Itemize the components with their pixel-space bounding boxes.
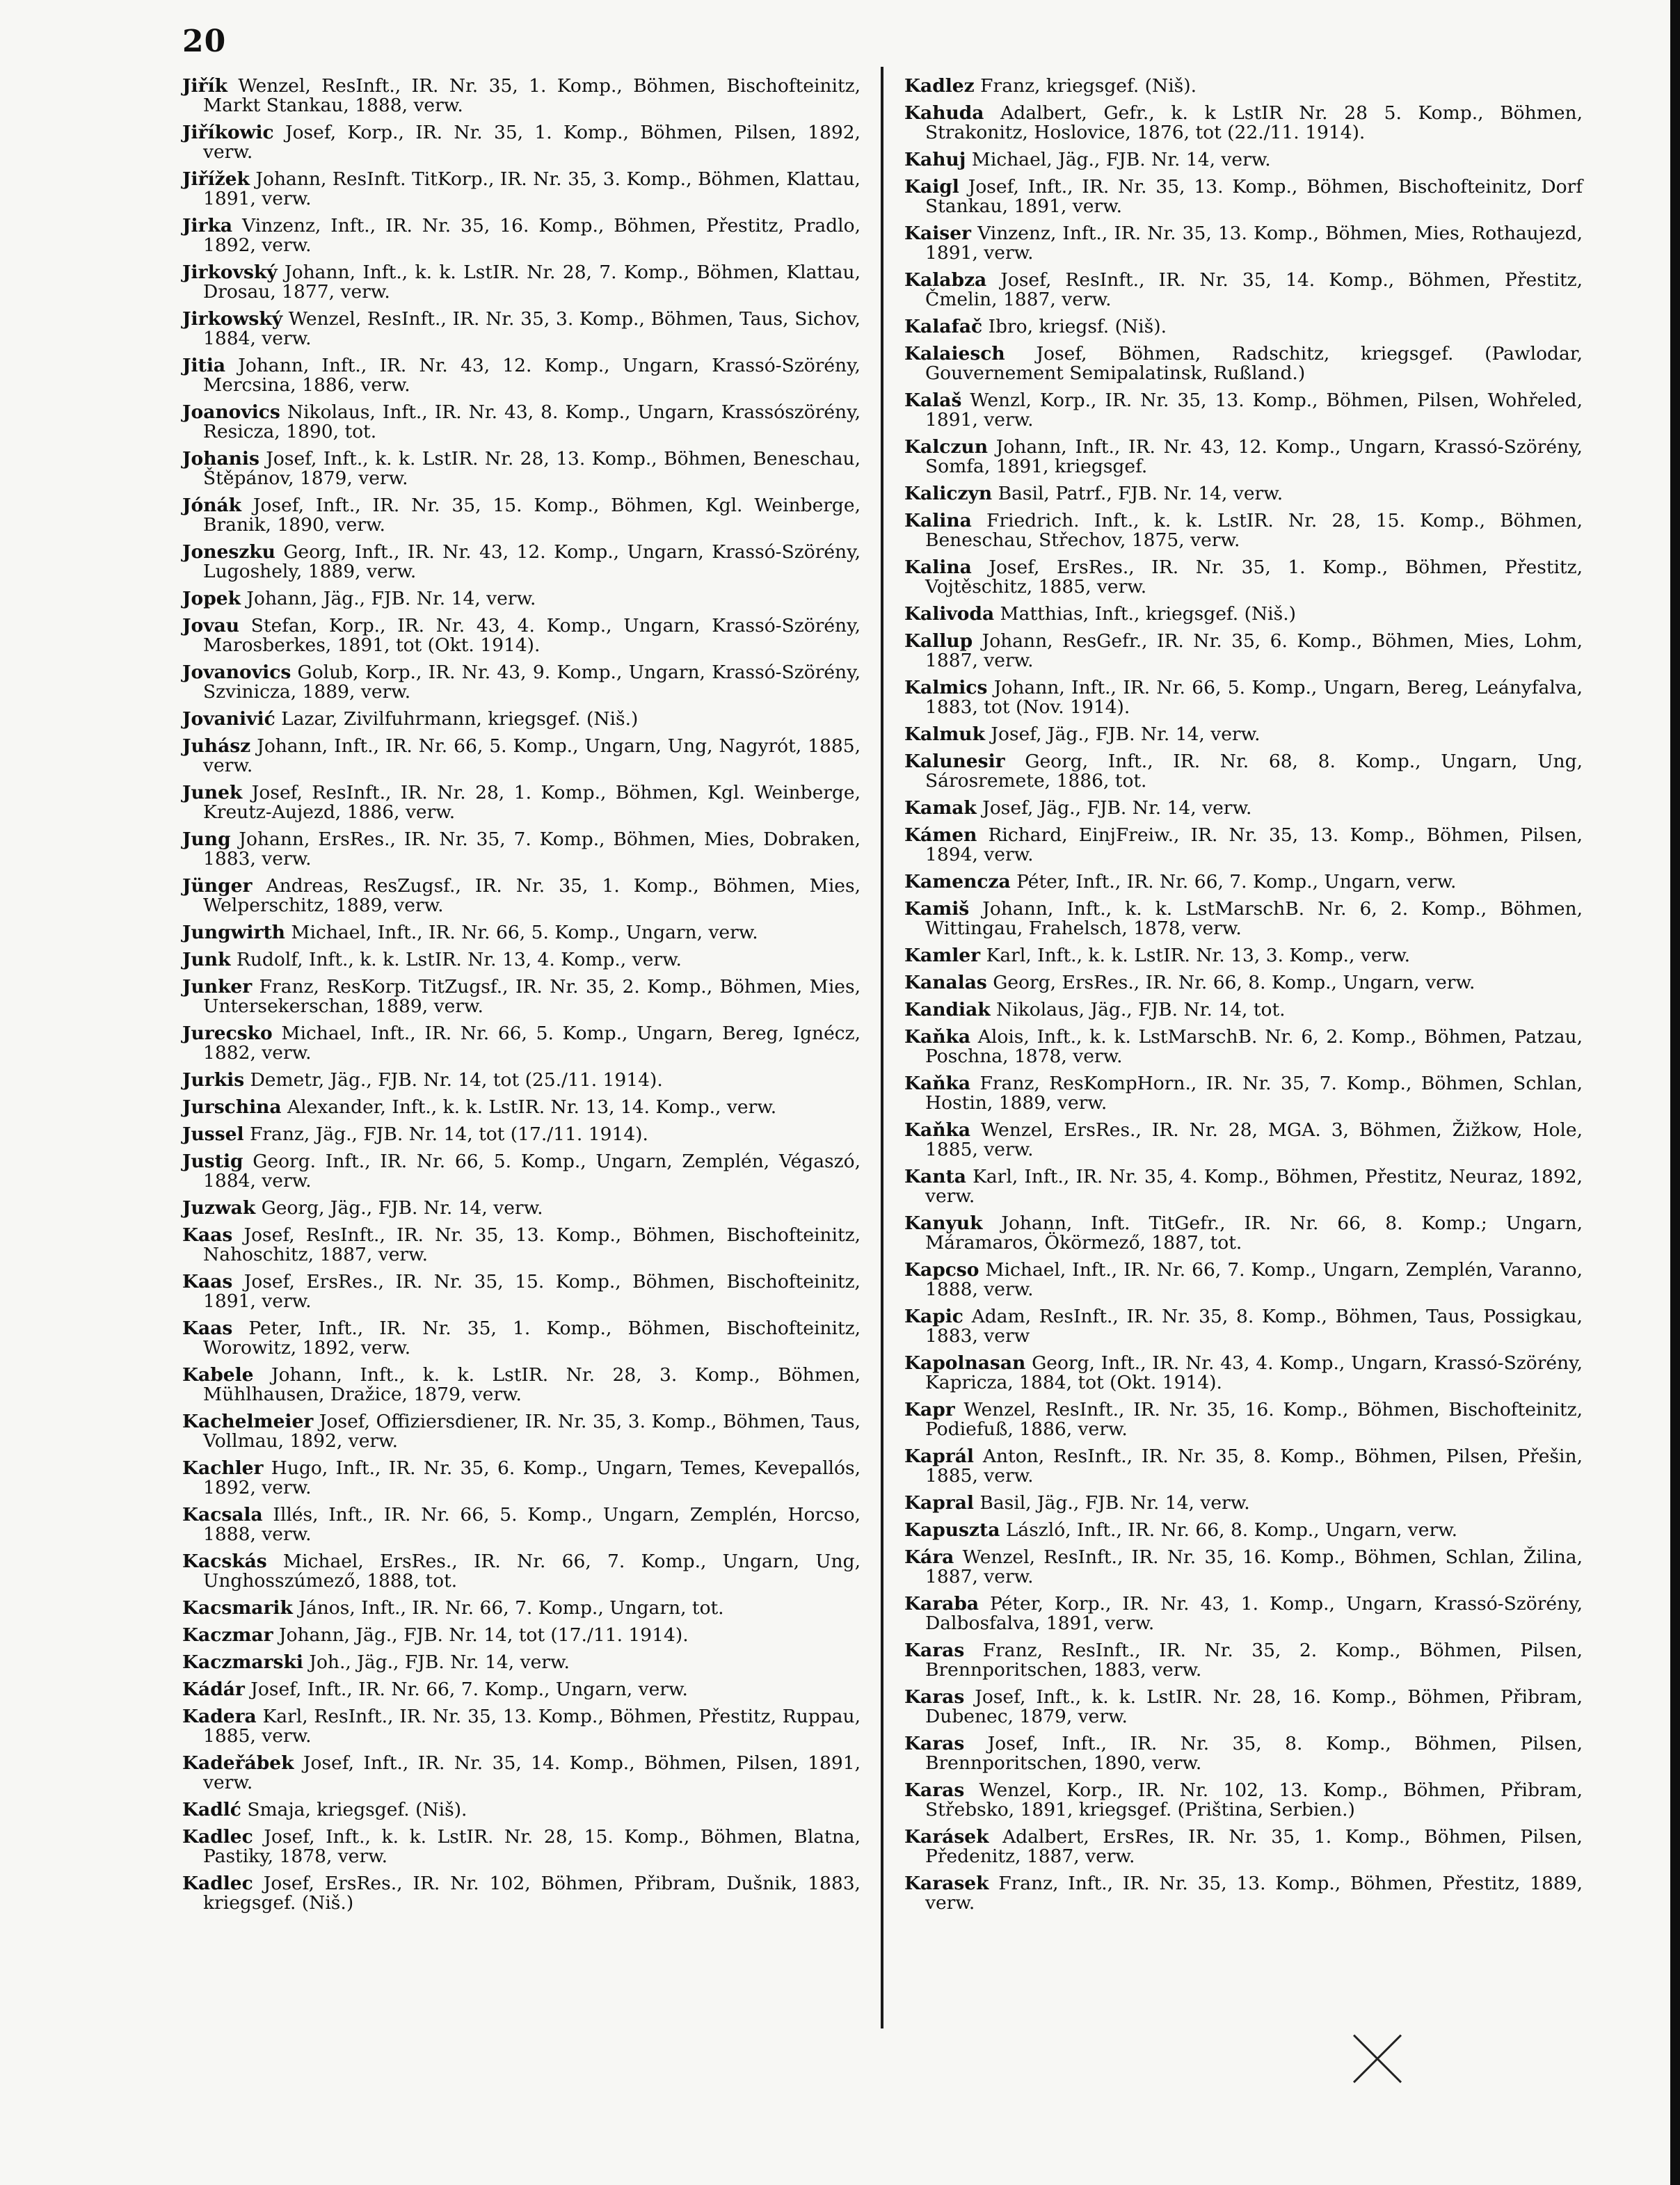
list-entry xyxy=(904,104,1583,143)
entry-details: Johann, Jäg., FJB. Nr. 14, verw. xyxy=(240,588,536,609)
list-entry xyxy=(904,1000,1583,1020)
list-entry xyxy=(182,356,861,395)
entry-details: Georg. Inft., IR. Nr. 66, 5. Komp., Ungarn, Zemplén, Végaszó, 1884, verw. xyxy=(203,1151,861,1192)
list-entry xyxy=(182,950,861,970)
list-entry xyxy=(904,1827,1583,1866)
entry-surname: Kaliczyn xyxy=(904,483,993,504)
entry-details: Georg, Inft., IR. Nr. 43, 12. Komp., Ungarn, Krassó-Szörény, Lugoshely, 1889, verw. xyxy=(203,541,861,582)
entry-surname: Joneszku xyxy=(182,541,275,563)
entry-details: Franz, kriegsgef. (Niš). xyxy=(974,75,1197,97)
entry-details: Johann, ResGefr., IR. Nr. 35, 6. Komp., Böhmen, Mies, Lohm, 1887, verw. xyxy=(925,630,1583,671)
entry-details: Péter, Inft., IR. Nr. 66, 7. Komp., Ungarn, verw. xyxy=(1010,871,1457,893)
list-entry xyxy=(182,663,861,702)
entry-details: Wenzel, ResInft., IR. Nr. 35, 1. Komp., Böhmen, Bischofteinitz, Markt Stankau, 1888, verw. xyxy=(203,75,861,116)
entry-surname: Kalina xyxy=(904,510,972,531)
entry-details: Josef, ErsRes., IR. Nr. 35, 15. Komp., Böhmen, Bischofteinitz, 1891, verw. xyxy=(203,1271,861,1312)
list-entry xyxy=(904,438,1583,477)
list-entry xyxy=(904,1167,1583,1206)
entry-surname: Kapuszta xyxy=(904,1519,1000,1541)
entry-surname: Kalivoda xyxy=(904,603,995,625)
list-entry xyxy=(182,496,861,535)
list-entry xyxy=(904,1688,1583,1727)
entry-details: Johann, Inft., k. k. LstMarschB. Nr. 6, 2. Komp., Böhmen, Wittingau, Frahelsch, 1878, verw. xyxy=(925,898,1583,939)
entry-details: Wenzel, ResInft., IR. Nr. 35, 16. Komp., Böhmen, Bischofteinitz, Podiefuß, 1886, verw. xyxy=(925,1399,1583,1440)
entry-surname: Kaňka xyxy=(904,1026,971,1048)
list-entry xyxy=(904,1354,1583,1393)
entry-surname: Junek xyxy=(182,782,243,803)
list-entry xyxy=(904,271,1583,310)
entry-details: Andreas, ResZugsf., IR. Nr. 35, 1. Komp., Böhmen, Mies, Welperschitz, 1889, verw. xyxy=(203,875,861,916)
entry-surname: Juzwak xyxy=(182,1197,256,1219)
entry-details: Hugo, Inft., IR. Nr. 35, 6. Komp., Ungarn, Temes, Kevepallós, 1892, verw. xyxy=(203,1457,861,1498)
entry-details: Vinzenz, Inft., IR. Nr. 35, 16. Komp., Böhmen, Přestitz, Pradlo, 1892, verw. xyxy=(203,215,861,256)
list-entry xyxy=(182,1707,861,1746)
entry-surname: Kaczmar xyxy=(182,1624,273,1646)
entry-details: Wenzl, Korp., IR. Nr. 35, 13. Komp., Böhmen, Pilsen, Wohřeled, 1891, verw. xyxy=(925,390,1583,431)
list-entry xyxy=(904,511,1583,550)
list-entry xyxy=(182,710,861,729)
entry-details: Basil, Jäg., FJB. Nr. 14, verw. xyxy=(973,1492,1250,1514)
list-entry xyxy=(182,170,861,209)
list-entry xyxy=(904,177,1583,216)
entry-details: Josef, Inft., IR. Nr. 66, 7. Komp., Ungarn, verw. xyxy=(244,1679,688,1700)
entry-surname: Jovanivić xyxy=(182,708,275,730)
entry-details: Josef, Inft., k. k. LstIR. Nr. 28, 13. Komp., Böhmen, Beneschau, Štěpánov, 1879, verw. xyxy=(203,448,861,489)
entry-details: László, Inft., IR. Nr. 66, 8. Komp., Ungarn, verw. xyxy=(1000,1519,1458,1541)
entry-details: Josef, Inft., IR. Nr. 35, 13. Komp., Böhmen, Bischofteinitz, Dorf Stankau, 1891, verw. xyxy=(925,176,1583,217)
entry-details: Josef, Offiziersdiener, IR. Nr. 35, 3. Komp., Böhmen, Taus, Vollmau, 1892, verw. xyxy=(203,1411,861,1452)
entry-surname: Kalaiesch xyxy=(904,343,1005,365)
left-column xyxy=(182,77,861,1921)
entry-details: Matthias, Inft., kriegsgef. (Niš.) xyxy=(994,603,1296,625)
column-divider xyxy=(881,67,883,2028)
list-entry xyxy=(182,1505,861,1544)
entry-details: Karl, ResInft., IR. Nr. 35, 13. Komp., Böhmen, Přestitz, Ruppau, 1885, verw. xyxy=(203,1706,861,1747)
entry-details: Smaja, kriegsgef. (Niš). xyxy=(241,1799,467,1820)
entry-details: Michael, Jäg., FJB. Nr. 14, verw. xyxy=(966,149,1271,170)
entry-surname: Kahuda xyxy=(904,102,984,124)
list-entry xyxy=(182,830,861,869)
list-entry xyxy=(904,1307,1583,1346)
entry-surname: Jünger xyxy=(182,875,253,897)
list-entry xyxy=(904,1494,1583,1513)
list-entry xyxy=(182,1152,861,1191)
entry-details: Alois, Inft., k. k. LstMarschB. Nr. 6, 2. Komp., Böhmen, Patzau, Poschna, 1878, verw. xyxy=(925,1026,1583,1067)
page-number: 20 xyxy=(182,24,227,59)
list-entry xyxy=(904,317,1583,337)
entry-details: Johann, Inft., IR. Nr. 66, 5. Komp., Ungarn, Ung, Nagyrót, 1885, verw. xyxy=(203,735,861,776)
entry-details: Georg, Inft., IR. Nr. 43, 4. Komp., Ungarn, Krassó-Szörény, Kapricza, 1884, tot (Okt. 1914). xyxy=(925,1352,1583,1393)
entry-details: Josef, Jäg., FJB. Nr. 14, verw. xyxy=(976,797,1252,819)
entry-details: Josef, Inft., k. k. LstIR. Nr. 28, 15. Komp., Böhmen, Blatna, Pastiky, 1878, verw. xyxy=(203,1826,861,1867)
entry-details: Josef, Inft., IR. Nr. 35, 15. Komp., Böhmen, Kgl. Weinberge, Branik, 1890, verw. xyxy=(203,495,861,536)
entry-details: Johann, Inft. TitGefr., IR. Nr. 66, 8. Komp.; Ungarn, Máramaros, Ökörmező, 1887, tot. xyxy=(925,1212,1583,1254)
entry-details: Michael, ErsRes., IR. Nr. 66, 7. Komp., Ungarn, Ung, Unghosszúmező, 1888, tot. xyxy=(203,1551,861,1592)
entry-details: Josef, Inft., IR. Nr. 35, 8. Komp., Böhmen, Pilsen, Brennporitschen, 1890, verw. xyxy=(925,1733,1583,1774)
list-entry xyxy=(904,1447,1583,1486)
entry-details: Josef, Inft., k. k. LstIR. Nr. 28, 16. Komp., Böhmen, Přibram, Dubenec, 1879, verw. xyxy=(925,1686,1583,1727)
entry-surname: Junker xyxy=(182,976,253,998)
entry-surname: Jiříkowic xyxy=(182,122,274,143)
list-entry xyxy=(182,1552,861,1591)
entry-details: Karl, Inft., IR. Nr. 35, 4. Komp., Böhmen, Přestitz, Neuraz, 1892, verw. xyxy=(925,1166,1583,1207)
entry-details: Wenzel, ErsRes., IR. Nr. 28, MGA. 3, Böhmen, Žižkow, Hole, 1885, verw. xyxy=(925,1119,1583,1160)
entry-details: Franz, ResKorp. TitZugsf., IR. Nr. 35, 2. Komp., Böhmen, Mies, Untersekerschan, 1889, verw. xyxy=(203,976,861,1017)
entry-details: Josef, Jäg., FJB. Nr. 14, verw. xyxy=(984,723,1261,745)
entry-surname: Kamak xyxy=(904,797,977,819)
entry-details: Georg, Inft., IR. Nr. 68, 8. Komp., Ungarn, Ung, Sárosremete, 1886, tot. xyxy=(925,751,1583,792)
entry-surname: Joanovics xyxy=(182,401,280,423)
list-entry xyxy=(904,826,1583,865)
list-entry xyxy=(182,1366,861,1404)
entry-details: Josef, ResInft., IR. Nr. 35, 13. Komp., Böhmen, Bischofteinitz, Nahoschitz, 1887, verw. xyxy=(203,1224,861,1265)
entry-surname: Jurkis xyxy=(182,1069,245,1091)
entry-surname: Kalmics xyxy=(904,677,988,698)
entry-details: Adalbert, ErsRes, IR. Nr. 35, 1. Komp., Böhmen, Pilsen, Předenitz, 1887, verw. xyxy=(925,1826,1583,1867)
entry-details: Wenzel, ResInft., IR. Nr. 35, 16. Komp., Böhmen, Schlan, Žilina, 1887, verw. xyxy=(925,1546,1583,1587)
entry-surname: Kahuj xyxy=(904,149,966,170)
entry-details: Josef, Inft., IR. Nr. 35, 14. Komp., Böhmen, Pilsen, 1891, verw. xyxy=(203,1752,861,1793)
entry-surname: Kamencza xyxy=(904,871,1011,893)
list-entry xyxy=(904,1121,1583,1160)
right-column xyxy=(904,77,1583,1921)
entry-details: Vinzenz, Inft., IR. Nr. 35, 13. Komp., Böhmen, Mies, Rothaujezd, 1891, verw. xyxy=(925,223,1583,264)
list-entry xyxy=(182,1800,861,1820)
entry-surname: Jónák xyxy=(182,495,242,516)
entry-surname: Kamler xyxy=(904,945,981,966)
list-entry xyxy=(182,1071,861,1090)
entry-details: Johann, ErsRes., IR. Nr. 35, 7. Komp., Böhmen, Mies, Dobraken, 1883, verw. xyxy=(203,829,861,870)
list-entry xyxy=(182,1226,861,1265)
list-entry xyxy=(904,725,1583,744)
entry-details: Johann, Inft., IR. Nr. 66, 5. Komp., Ungarn, Bereg, Leányfalva, 1883, tot (Nov. 1914). xyxy=(925,677,1583,718)
list-entry xyxy=(904,1734,1583,1773)
entry-details: Adam, ResInft., IR. Nr. 35, 8. Komp., Böhmen, Taus, Possigkau, 1883, verw xyxy=(925,1306,1583,1347)
list-entry xyxy=(904,752,1583,791)
list-entry xyxy=(182,543,861,582)
entry-surname: Kádár xyxy=(182,1679,245,1700)
list-entry xyxy=(904,224,1583,263)
entry-surname: Kaňka xyxy=(904,1073,971,1094)
entry-surname: Jung xyxy=(182,829,231,850)
entry-surname: Jitia xyxy=(182,355,226,376)
entry-surname: Kacsmarik xyxy=(182,1597,293,1619)
entry-details: Friedrich. Inft., k. k. LstIR. Nr. 28, 15. Komp., Böhmen, Beneschau, Střechov, 1875, verw. xyxy=(925,510,1583,551)
entry-details: Josef, Böhmen, Radschitz, kriegsgef. (Pawlodar, Gouvernement Semipalatinsk, Rußland.) xyxy=(925,343,1583,384)
list-entry xyxy=(182,216,861,255)
entry-surname: Kadlec xyxy=(182,1826,253,1848)
entry-surname: Jungwirth xyxy=(182,922,285,943)
list-entry xyxy=(182,1680,861,1699)
entry-surname: Jussel xyxy=(182,1123,244,1145)
list-entry xyxy=(904,391,1583,430)
entry-surname: Kacskás xyxy=(182,1551,267,1572)
list-entry xyxy=(182,310,861,349)
entry-surname: Jiřík xyxy=(182,75,227,97)
entry-surname: Kapral xyxy=(904,1492,974,1514)
list-entry xyxy=(182,123,861,162)
list-entry xyxy=(904,899,1583,938)
entry-surname: Jirkowský xyxy=(182,308,283,330)
entry-surname: Kanta xyxy=(904,1166,966,1187)
entry-details: Lazar, Zivilfuhrmann, kriegsgef. (Niš.) xyxy=(275,708,639,730)
entry-surname: Kaňka xyxy=(904,1119,971,1141)
entry-surname: Kadeřábek xyxy=(182,1752,294,1774)
entry-surname: Jirkovský xyxy=(182,262,278,283)
entry-surname: Kámen xyxy=(904,824,977,846)
entry-surname: Karas xyxy=(904,1640,965,1661)
entry-surname: Kadlec xyxy=(182,1873,253,1894)
entry-surname: Karaba xyxy=(904,1593,979,1615)
entry-surname: Junk xyxy=(182,949,231,970)
entry-details: Richard, EinjFreiw., IR. Nr. 35, 13. Komp., Böhmen, Pilsen, 1894, verw. xyxy=(925,824,1583,865)
list-entry xyxy=(182,1272,861,1311)
entry-surname: Jovau xyxy=(182,615,240,637)
entry-surname: Kapr xyxy=(904,1399,955,1420)
list-entry xyxy=(182,1653,861,1672)
entry-details: Josef, ResInft., IR. Nr. 28, 1. Komp., Böhmen, Kgl. Weinberge, Kreutz-Aujezd, 1886, verw. xyxy=(203,782,861,823)
list-entry xyxy=(182,1098,861,1117)
entry-surname: Kacsala xyxy=(182,1504,263,1526)
list-entry xyxy=(182,589,861,609)
entry-details: Alexander, Inft., k. k. LstIR. Nr. 13, 14. Komp., verw. xyxy=(281,1096,777,1118)
list-entry xyxy=(904,678,1583,717)
entry-details: Johann, Inft., IR. Nr. 43, 12. Komp., Ungarn, Krassó-Szörény, Mercsina, 1886, verw. xyxy=(203,355,861,396)
list-entry xyxy=(904,1074,1583,1113)
entry-details: Basil, Patrf., FJB. Nr. 14, verw. xyxy=(992,483,1283,504)
list-entry xyxy=(904,77,1583,96)
entry-details: Karl, Inft., k. k. LstIR. Nr. 13, 3. Komp., verw. xyxy=(980,945,1411,966)
entry-details: Adalbert, Gefr., k. k LstIR Nr. 28 5. Komp., Böhmen, Strakonitz, Hoslovice, 1876, tot (22./11. 1914). xyxy=(925,102,1583,143)
entry-details: Golub, Korp., IR. Nr. 43, 9. Komp., Ungarn, Krassó-Szörény, Szvinicza, 1889, verw. xyxy=(203,662,861,703)
entry-surname: Johanis xyxy=(182,448,259,470)
list-entry xyxy=(182,263,861,302)
list-entry xyxy=(182,1125,861,1144)
entry-details: Rudolf, Inft., k. k. LstIR. Nr. 13, 4. Komp., verw. xyxy=(230,949,682,970)
entry-details: Josef, ErsRes., IR. Nr. 102, Böhmen, Přibram, Dušnik, 1883, kriegsgef. (Niš.) xyxy=(203,1873,861,1914)
list-entry xyxy=(904,1781,1583,1820)
entry-surname: Kachelmeier xyxy=(182,1411,314,1432)
entry-surname: Kabele xyxy=(182,1364,254,1386)
entry-details: Nikolaus, Jäg., FJB. Nr. 14, tot. xyxy=(990,999,1286,1021)
entry-details: Franz, Jäg., FJB. Nr. 14, tot (17./11. 1914). xyxy=(243,1123,648,1145)
entry-surname: Kachler xyxy=(182,1457,264,1479)
entry-details: Josef, ErsRes., IR. Nr. 35, 1. Komp., Böhmen, Přestitz, Vojtěschitz, 1885, verw. xyxy=(925,557,1583,598)
list-entry xyxy=(904,872,1583,892)
list-entry xyxy=(182,616,861,655)
entry-details: Stefan, Korp., IR. Nr. 43, 4. Komp., Ungarn, Krassó-Szörény, Marosberkes, 1891, tot (Okt. 1914). xyxy=(203,615,861,656)
list-entry xyxy=(182,737,861,776)
entry-surname: Kapic xyxy=(904,1306,963,1327)
entry-details: Josef, Korp., IR. Nr. 35, 1. Komp., Böhmen, Pilsen, 1892, verw. xyxy=(203,122,861,163)
list-entry xyxy=(904,1027,1583,1066)
entry-details: Illés, Inft., IR. Nr. 66, 5. Komp., Ungarn, Zemplén, Horcso, 1888, verw. xyxy=(203,1504,861,1545)
list-entry xyxy=(182,1599,861,1618)
entry-surname: Karas xyxy=(904,1686,965,1708)
list-entry xyxy=(904,973,1583,993)
entry-details: Joh., Jäg., FJB. Nr. 14, verw. xyxy=(303,1651,570,1673)
entry-surname: Kalaš xyxy=(904,390,962,411)
entry-surname: Kanalas xyxy=(904,972,987,993)
entry-details: Nikolaus, Inft., IR. Nr. 43, 8. Komp., Ungarn, Krassószörény, Resicza, 1890, tot. xyxy=(203,401,861,442)
list-entry xyxy=(182,877,861,915)
entry-details: Johann, Inft., k. k. LstIR. Nr. 28, 3. Komp., Böhmen, Mühlhausen, Dražice, 1879, verw. xyxy=(203,1364,861,1405)
list-entry xyxy=(904,1400,1583,1439)
entry-details: Franz, Inft., IR. Nr. 35, 13. Komp., Böhmen, Přestitz, 1889, verw. xyxy=(925,1873,1583,1914)
entry-details: Georg, Jäg., FJB. Nr. 14, verw. xyxy=(255,1197,543,1219)
entry-surname: Karas xyxy=(904,1733,965,1754)
entry-details: Ibro, kriegsf. (Niš). xyxy=(982,316,1167,337)
entry-surname: Kadera xyxy=(182,1706,257,1727)
entry-details: Peter, Inft., IR. Nr. 35, 1. Komp., Böhmen, Bischofteinitz, Worowitz, 1892, verw. xyxy=(203,1318,861,1359)
entry-surname: Kanyuk xyxy=(904,1212,983,1234)
entry-surname: Kalina xyxy=(904,557,972,578)
list-entry xyxy=(904,1594,1583,1633)
entry-details: Wenzel, Korp., IR. Nr. 102, 13. Komp., Böhmen, Přibram, Střebsko, 1891, kriegsgef. (Priština, Serbien.) xyxy=(925,1779,1583,1820)
entry-surname: Kaas xyxy=(182,1224,233,1246)
list-entry xyxy=(904,1214,1583,1253)
list-entry xyxy=(182,1754,861,1793)
list-entry xyxy=(904,558,1583,597)
entry-surname: Kaigl xyxy=(904,176,959,198)
list-entry xyxy=(182,1412,861,1451)
entry-details: Johann, Inft., k. k. LstIR. Nr. 28, 7. Komp., Böhmen, Klattau, Drosau, 1877, verw. xyxy=(203,262,861,303)
entry-surname: Karasek xyxy=(904,1873,989,1894)
list-entry xyxy=(904,1260,1583,1299)
list-entry xyxy=(182,1874,861,1913)
list-entry xyxy=(182,403,861,442)
entry-surname: Kalmuk xyxy=(904,723,985,745)
entry-surname: Kára xyxy=(904,1546,954,1568)
list-entry xyxy=(182,1319,861,1358)
list-entry xyxy=(904,1521,1583,1540)
entry-details: Josef, ResInft., IR. Nr. 35, 14. Komp., Böhmen, Přestitz, Čmelin, 1887, verw. xyxy=(925,269,1583,310)
list-entry xyxy=(182,977,861,1016)
list-entry xyxy=(182,1459,861,1498)
entry-details: Wenzel, ResInft., IR. Nr. 35, 3. Komp., Böhmen, Taus, Sichov, 1884, verw. xyxy=(203,308,861,349)
list-entry xyxy=(904,1548,1583,1587)
list-entry xyxy=(182,449,861,488)
entry-details: Michael, Inft., IR. Nr. 66, 5. Komp., Ungarn, verw. xyxy=(285,922,758,943)
list-entry xyxy=(904,150,1583,170)
list-entry xyxy=(182,1827,861,1866)
entry-surname: Jiřížek xyxy=(182,168,250,190)
entry-surname: Kamiš xyxy=(904,898,970,920)
entry-surname: Kapcso xyxy=(904,1259,979,1281)
entry-surname: Karas xyxy=(904,1779,965,1801)
entry-details: Georg, ErsRes., IR. Nr. 66, 8. Komp., Ungarn, verw. xyxy=(986,972,1475,993)
entry-surname: Kaas xyxy=(182,1271,233,1292)
entry-surname: Kaczmarski xyxy=(182,1651,303,1673)
entry-details: Johann, Jäg., FJB. Nr. 14, tot (17./11. 1914). xyxy=(273,1624,689,1646)
entry-surname: Kaprál xyxy=(904,1446,974,1467)
list-entry xyxy=(904,799,1583,818)
list-entry xyxy=(904,484,1583,504)
entry-surname: Juhász xyxy=(182,735,251,757)
entry-details: Péter, Korp., IR. Nr. 43, 1. Komp., Ungarn, Krassó-Szörény, Dalbosfalva, 1891, verw. xyxy=(925,1593,1583,1634)
list-entry xyxy=(182,1024,861,1063)
entry-surname: Kalabza xyxy=(904,269,987,291)
list-entry xyxy=(904,605,1583,624)
entry-surname: Karásek xyxy=(904,1826,989,1848)
entry-details: János, Inft., IR. Nr. 66, 7. Komp., Ungarn, tot. xyxy=(292,1597,724,1619)
entry-surname: Kalczun xyxy=(904,436,988,458)
entry-surname: Jurschina xyxy=(182,1096,282,1118)
entry-surname: Kallup xyxy=(904,630,973,652)
list-entry xyxy=(182,77,861,115)
entry-surname: Kalafač xyxy=(904,316,983,337)
entry-details: Michael, Inft., IR. Nr. 66, 5. Komp., Ungarn, Bereg, Ignécz, 1882, verw. xyxy=(203,1023,861,1064)
list-entry xyxy=(182,783,861,822)
entry-details: Demetr, Jäg., FJB. Nr. 14, tot (25./11. 1914). xyxy=(244,1069,663,1091)
entry-surname: Kalunesir xyxy=(904,751,1005,772)
entry-details: Johann, Inft., IR. Nr. 43, 12. Komp., Ungarn, Krassó-Szörény, Somfa, 1891, kriegsgef. xyxy=(925,436,1583,477)
list-entry xyxy=(182,923,861,943)
entry-details: Franz, ResKompHorn., IR. Nr. 35, 7. Komp., Böhmen, Schlan, Hostin, 1889, verw. xyxy=(925,1073,1583,1114)
entry-surname: Kadlez xyxy=(904,75,975,97)
list-entry xyxy=(904,1874,1583,1913)
entry-surname: Justig xyxy=(182,1151,243,1172)
list-entry xyxy=(904,1641,1583,1680)
entry-surname: Kapolnasan xyxy=(904,1352,1026,1374)
entry-surname: Jurecsko xyxy=(182,1023,273,1044)
entry-surname: Jopek xyxy=(182,588,241,609)
list-entry xyxy=(904,632,1583,671)
handwritten-cross-mark xyxy=(1350,2031,1405,2087)
list-entry xyxy=(904,946,1583,966)
entry-surname: Jovanovics xyxy=(182,662,291,683)
list-entry xyxy=(182,1626,861,1645)
entry-surname: Kaiser xyxy=(904,223,972,244)
entry-surname: Kaas xyxy=(182,1318,233,1339)
entry-details: Michael, Inft., IR. Nr. 66, 7. Komp., Ungarn, Zemplén, Varanno, 1888, verw. xyxy=(925,1259,1583,1300)
entry-surname: Kandiak xyxy=(904,999,991,1021)
entry-surname: Kadlć xyxy=(182,1799,241,1820)
list-entry xyxy=(904,344,1583,383)
entry-details: Franz, ResInft., IR. Nr. 35, 2. Komp., Böhmen, Pilsen, Brennporitschen, 1883, verw. xyxy=(925,1640,1583,1681)
entry-surname: Jirka xyxy=(182,215,233,237)
entry-details: Johann, ResInft. TitKorp., IR. Nr. 35, 3. Komp., Böhmen, Klattau, 1891, verw. xyxy=(203,168,861,209)
list-entry xyxy=(182,1199,861,1218)
entry-details: Anton, ResInft., IR. Nr. 35, 8. Komp., Böhmen, Pilsen, Přešin, 1885, verw. xyxy=(925,1446,1583,1487)
